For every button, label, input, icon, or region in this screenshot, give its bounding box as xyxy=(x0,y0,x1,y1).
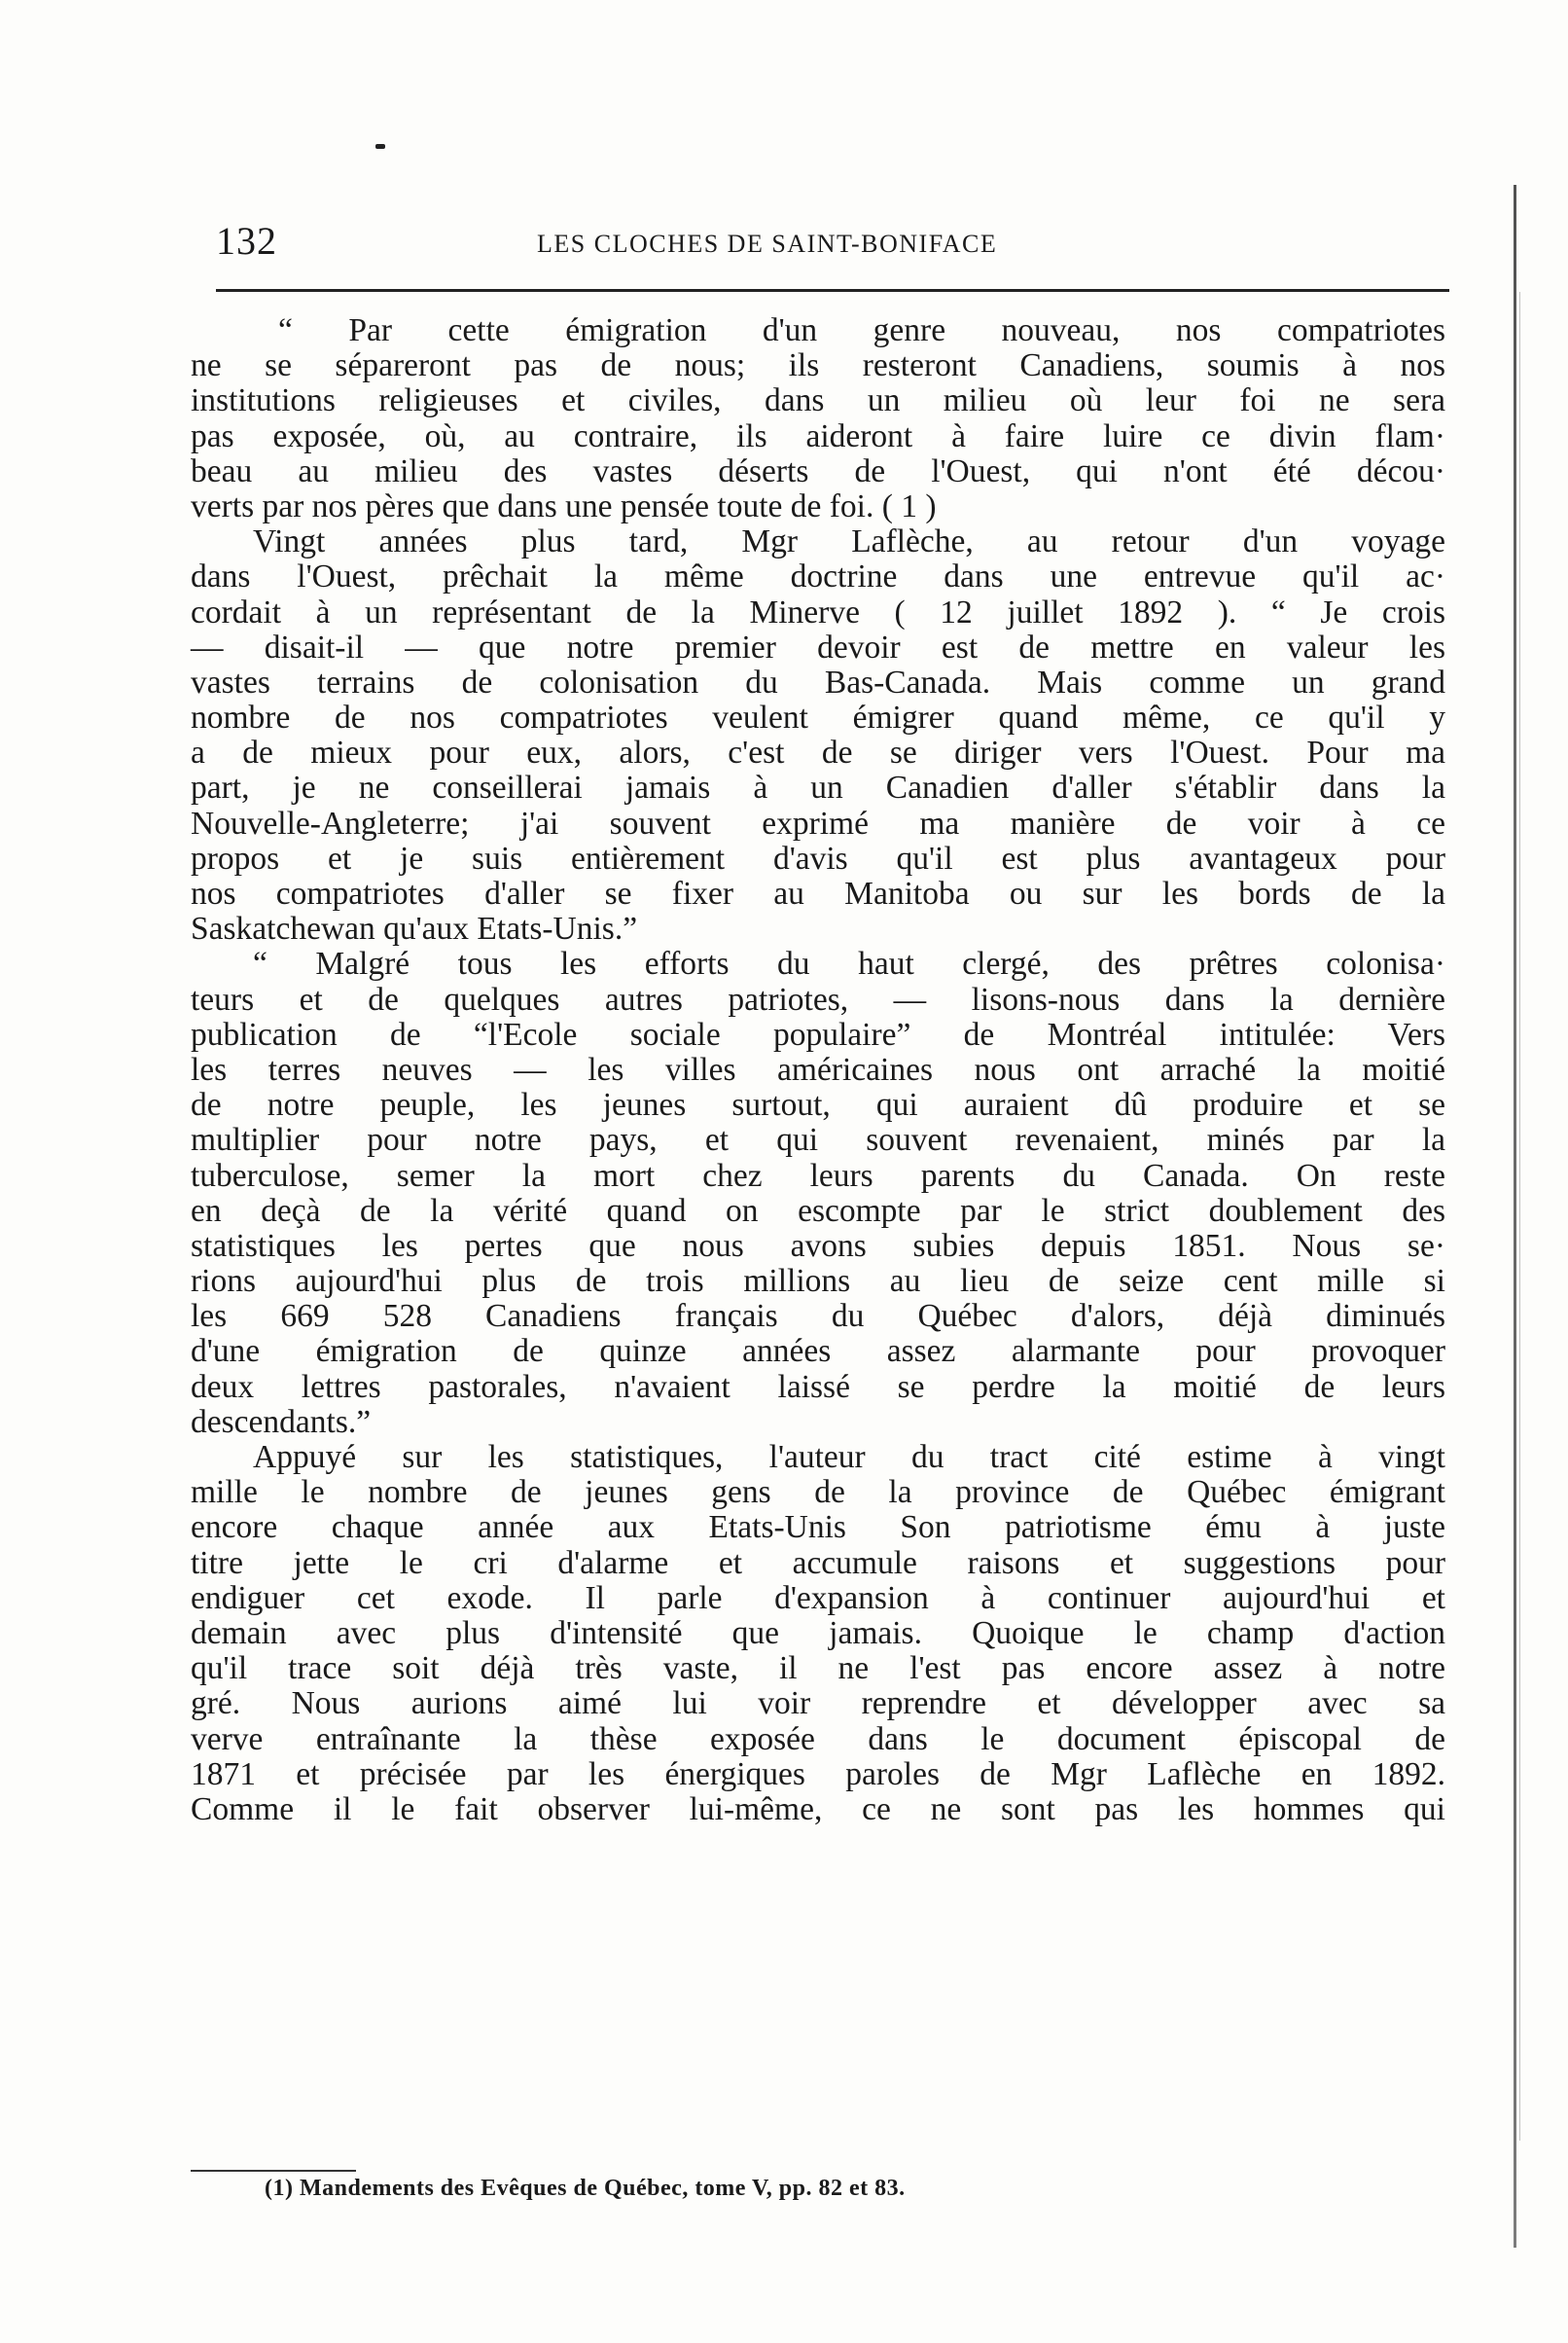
text-line: Saskatchewan qu'aux Etats-Unis.” xyxy=(191,911,638,948)
text-line: pas exposée, où, au contraire, ils aideront à faire luire ce divin flam· xyxy=(191,417,1445,454)
ink-speck xyxy=(375,144,385,149)
text-line: titre jette le cri d'alarme et accumule raisons et suggestions pour xyxy=(191,1544,1445,1581)
text-line: a de mieux pour eux, alors, c'est de se diriger vers l'Ouest. Pour ma xyxy=(191,735,1445,772)
text-line: verts par nos pères que dans une pensée toute de foi. ( 1 ) xyxy=(191,487,937,524)
text-line: institutions religieuses et civiles, dans un milieu où leur foi ne sera xyxy=(191,382,1445,419)
text-line: les 669 528 Canadiens français du Québec d'alors, déjà diminués xyxy=(191,1298,1445,1335)
text-line: gré. Nous aurions aimé lui voir reprendre et développer avec sa xyxy=(191,1685,1445,1722)
text-line: qu'il trace soit déjà très vaste, il ne l'est pas encore assez à notre xyxy=(191,1650,1445,1687)
text-line: tuberculose, semer la mort chez leurs parents du Canada. On reste xyxy=(191,1157,1445,1194)
text-line: en deçà de la vérité quand on escompte par le strict doublement des xyxy=(191,1192,1445,1229)
text-line: Vingt années plus tard, Mgr Laflèche, au retour d'un voyage xyxy=(253,523,1445,560)
text-line: dans l'Ouest, prêchait la même doctrine dans une entrevue qu'il ac· xyxy=(191,559,1445,595)
text-line: encore chaque année aux Etats-Unis Son patriotisme ému à juste xyxy=(191,1509,1445,1546)
text-line: part, je ne conseillerai jamais à un Canadien d'aller s'établir dans la xyxy=(191,770,1445,807)
text-line: Nouvelle-Angleterre; j'ai souvent exprimé ma manière de voir à ce xyxy=(191,805,1445,842)
text-line: nombre de nos compatriotes veulent émigrer quand même, ce qu'il y xyxy=(191,700,1445,737)
text-line: beau au milieu des vastes déserts de l'Ouest, qui n'ont été décou· xyxy=(191,452,1445,489)
text-line: Comme il le fait observer lui-même, ce ne sont pas les hommes qui xyxy=(191,1790,1445,1827)
text-line: mille le nombre de jeunes gens de la province de Québec émigrant xyxy=(191,1474,1445,1511)
text-line: verve entraînante la thèse exposée dans le document épiscopal de xyxy=(191,1720,1445,1757)
page-edge-shadow xyxy=(1514,185,1516,2248)
text-line: vastes terrains de colonisation du Bas-Canada. Mais comme un grand xyxy=(191,664,1445,701)
text-line: Appuyé sur les statistiques, l'auteur du tract cité estime à vingt xyxy=(253,1439,1445,1475)
header-rule xyxy=(216,289,1449,292)
text-line: “ Malgré tous les efforts du haut clergé, des prêtres colonisa· xyxy=(253,946,1445,983)
text-line: multiplier pour notre pays, et qui souvent revenaient, minés par la xyxy=(191,1122,1445,1159)
text-line: 1871 et précisée par les énergiques paroles de Mgr Laflèche en 1892. xyxy=(191,1755,1445,1792)
text-line: teurs et de quelques autres patriotes, — lisons-nous dans la dernière xyxy=(191,981,1445,1018)
text-line: descendants.” xyxy=(191,1403,372,1440)
text-line: “ Par cette émigration d'un genre nouveau, nos compatriotes xyxy=(278,312,1445,348)
footnote-rule xyxy=(191,2170,356,2172)
page-edge-shadow-faint xyxy=(1519,292,1520,2141)
text-line: deux lettres pastorales, n'avaient laissé se perdre la moitié de leurs xyxy=(191,1368,1445,1405)
text-line: cordait à un représentant de la Minerve ( 12 juillet 1892 ). “ Je crois xyxy=(191,594,1445,631)
footnote: (1) Mandements des Evêques de Québec, tome V, pp. 82 et 83. xyxy=(265,2176,906,2201)
text-line: propos et je suis entièrement d'avis qu'il est plus avantageux pour xyxy=(191,840,1445,877)
text-line: d'une émigration de quinze années assez alarmante pour provoquer xyxy=(191,1333,1445,1370)
text-line: demain avec plus d'intensité que jamais. Quoique le champ d'action xyxy=(191,1614,1445,1651)
text-line: — disait-il — que notre premier devoir est de mettre en valeur les xyxy=(191,629,1445,666)
text-line: ne se sépareront pas de nous; ils resteront Canadiens, soumis à nos xyxy=(191,347,1445,384)
text-line: de notre peuple, les jeunes surtout, qui auraient dû produire et se xyxy=(191,1087,1445,1124)
page-header xyxy=(216,218,1449,276)
text-line: nos compatriotes d'aller se fixer au Manitoba ou sur les bords de la xyxy=(191,876,1445,912)
text-line: endiguer cet exode. Il parle d'expansion à continuer aujourd'hui et xyxy=(191,1579,1445,1616)
text-line: les terres neuves — les villes américaines nous ont arraché la moitié xyxy=(191,1051,1445,1088)
text-line: publication de “l'Ecole sociale populaire” de Montréal intitulée: Vers xyxy=(191,1016,1445,1053)
text-line: rions aujourd'hui plus de trois millions au lieu de seize cent mille si xyxy=(191,1263,1445,1300)
text-line: statistiques les pertes que nous avons subies depuis 1851. Nous se· xyxy=(191,1227,1445,1264)
running-title: LES CLOCHES DE SAINT-BONIFACE xyxy=(537,230,998,258)
page-number: 132 xyxy=(216,219,277,263)
body-text xyxy=(191,313,1445,1827)
